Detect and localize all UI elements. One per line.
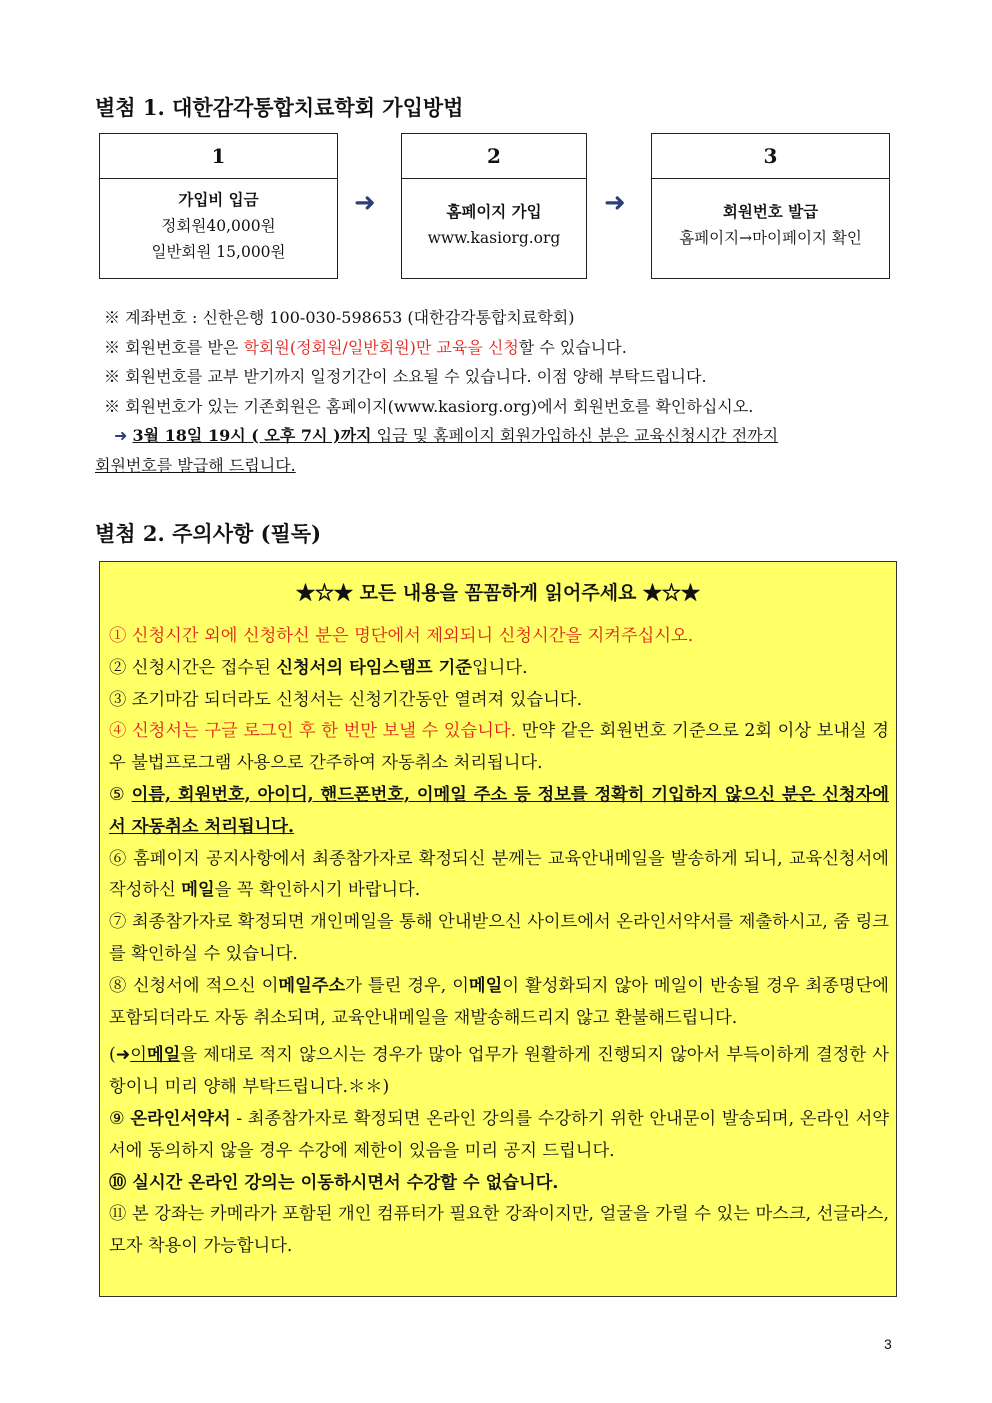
notice-item-8	[109, 971, 889, 1035]
step-line: 정회원40,000원	[161, 217, 276, 235]
item-text: 을 꼭 확인하시기 바랍니다.	[214, 880, 421, 901]
item-bold: 신청서의 타임스탬프 기준	[276, 657, 472, 678]
notice-email-note	[109, 1040, 889, 1104]
notice-item-11: ⑪ 본 강좌는 카메라가 포함된 개인 컴퓨터가 필요한 강좌이지만, 얼굴을 가릴 수 있는 마스크, 선글라스, 모자 착용이 가능합니다.	[109, 1204, 889, 1257]
arrow-right-icon: ➜	[114, 426, 128, 445]
notice-item-1: ① 신청시간 외에 신청하신 분은 명단에서 제외되니 신청시간을 지켜주십시오.	[109, 626, 694, 646]
notice-item-6	[109, 844, 889, 908]
item-text: ⑧ 신청서에 적으신 이	[109, 975, 279, 996]
item-text: 이 활성화되지 않아 메일이 반송될 경우 최종명단에 포함되더라도 자동 취소되며, 교육안내메일을 재발송해드리지 않고 환불해드립니다.	[109, 975, 889, 1028]
step-box-2	[401, 133, 587, 279]
step-number: 3	[652, 134, 889, 179]
notice-box	[99, 561, 897, 1297]
step-line: 홈페이지→마이페이지 확인	[679, 229, 862, 247]
step-line: 일반회원 15,000원	[151, 243, 286, 261]
step-number: 1	[100, 134, 337, 179]
notice-item-5	[109, 780, 889, 844]
notice-item-4	[109, 716, 889, 780]
step-box-1	[99, 133, 338, 279]
step-number: 2	[402, 134, 586, 179]
item-text: 입니다.	[471, 657, 528, 678]
step-body	[402, 179, 586, 251]
item-number: ⑤	[109, 784, 132, 805]
notice-items	[109, 621, 889, 1263]
item-bold: 메일	[146, 1045, 181, 1066]
step-title: 가입비 입금	[178, 190, 259, 209]
item-text: (	[109, 1045, 116, 1066]
item-bold: 이름, 회원번호, 아이디, 핸드폰번호, 이메일 주소 등 정보를 정확히 기입하지 않으신 분은 신청자에서 자동취소 처리됩니다.	[109, 784, 889, 837]
notice-item-9	[109, 1104, 889, 1168]
section1-notes	[104, 303, 753, 421]
item-text: ② 신청시간은 접수된	[109, 657, 277, 678]
item-underline: 이	[130, 1045, 147, 1066]
arrow-right-icon: ➜	[604, 188, 626, 218]
note-account: ※ 계좌번호 : 신한은행 100-030-598653 (대한감각통합치료학회)	[104, 308, 575, 327]
deadline-text-2: 회원번호를 발급해 드립니다.	[95, 455, 296, 475]
deadline-text: 입금 및 홈페이지 회원가입하신 분은 교육신청시간 전까지	[371, 426, 779, 445]
item-bold: 메일주소	[278, 975, 346, 996]
note-highlight: 학회원(정회원/일반회원)만 교육을 신청	[243, 337, 519, 357]
note-deadline	[95, 421, 897, 480]
item-highlight: ④ 신청서는 구글 로그인 후 한 번만 보낼 수 있습니다.	[109, 721, 517, 742]
arrow-right-icon: ➜	[115, 1045, 131, 1066]
item-bold: 메일	[181, 880, 215, 901]
note-issue-time: ※ 회원번호를 교부 받기까지 일정기간이 소요될 수 있습니다. 이점 양해 부탁드립니다.	[104, 367, 707, 386]
note-member-only	[104, 333, 753, 363]
step-body	[652, 179, 889, 251]
notice-item-2	[109, 653, 889, 685]
item-text: - 최종참가자로 확정되면 온라인 강의를 수강하기 위한 안내문이 발송되며, 온라인 서약서에 동의하지 않을 경우 수강에 제한이 있음을 미리 공지 드립니다.	[109, 1108, 889, 1161]
arrow-right-icon: ➜	[354, 188, 376, 218]
deadline-bold: 3월 18일 19시 ( 오후 7시 )까지	[132, 426, 372, 445]
item-text: 을 제대로 적지 않으시는 경우가 많아 업무가 원활하게 진행되지 않아서 부득이하게 결정한 사항이니 미리 양해 부탁드립니다.＊＊)	[109, 1045, 889, 1098]
note-text: ※ 회원번호를 받은	[104, 337, 244, 357]
item-text: ⑥ 홈페이지 공지사항에서 최종참가자로 확정되신 분께는 교육안내메일을 발송하게 되니, 교육신청서에 작성하신	[109, 848, 889, 901]
step-line: www.kasiorg.org	[427, 229, 561, 247]
section2-title: 별첨 2. 주의사항 (필독)	[95, 521, 322, 546]
notice-header: ★☆★ 모든 내용을 꼼꼼하게 읽어주세요 ★☆★	[295, 582, 701, 604]
item-bold: 온라인서약서	[130, 1108, 231, 1129]
notice-item-7: ⑦ 최종참가자로 확정되면 개인메일을 통해 안내받으신 사이트에서 온라인서약서를 제출하시고, 줌 링크를 확인하실 수 있습니다.	[109, 912, 889, 964]
step-title: 홈페이지 가입	[446, 202, 542, 221]
item-text: 가 틀린 경우, 이	[345, 975, 469, 996]
notice-item-10: ⑩ 실시간 온라인 강의는 이동하시면서 수강할 수 없습니다.	[109, 1172, 559, 1193]
section1-title: 별첨 1. 대한감각통합치료학회 가입방법	[95, 95, 464, 120]
page-number: 3	[884, 1336, 892, 1352]
step-body	[100, 179, 337, 265]
item-text: 만약 같은 회원번호 기준으로 2회 이상 보내실 경우 불법프로그램 사용으로 간주하여 자동취소 처리됩니다.	[109, 721, 889, 774]
notice-item-3: ③ 조기마감 되더라도 신청서는 신청기간동안 열려져 있습니다.	[109, 689, 583, 710]
item-number: ⑨	[109, 1108, 131, 1129]
step-title: 회원번호 발급	[722, 202, 819, 221]
item-bold: 메일	[468, 975, 503, 996]
step-box-3	[651, 133, 890, 279]
note-text: 할 수 있습니다.	[518, 337, 627, 357]
note-existing-member: ※ 회원번호가 있는 기존회원은 홈페이지(www.kasiorg.org)에서 회원번호를 확인하십시오.	[104, 396, 754, 416]
